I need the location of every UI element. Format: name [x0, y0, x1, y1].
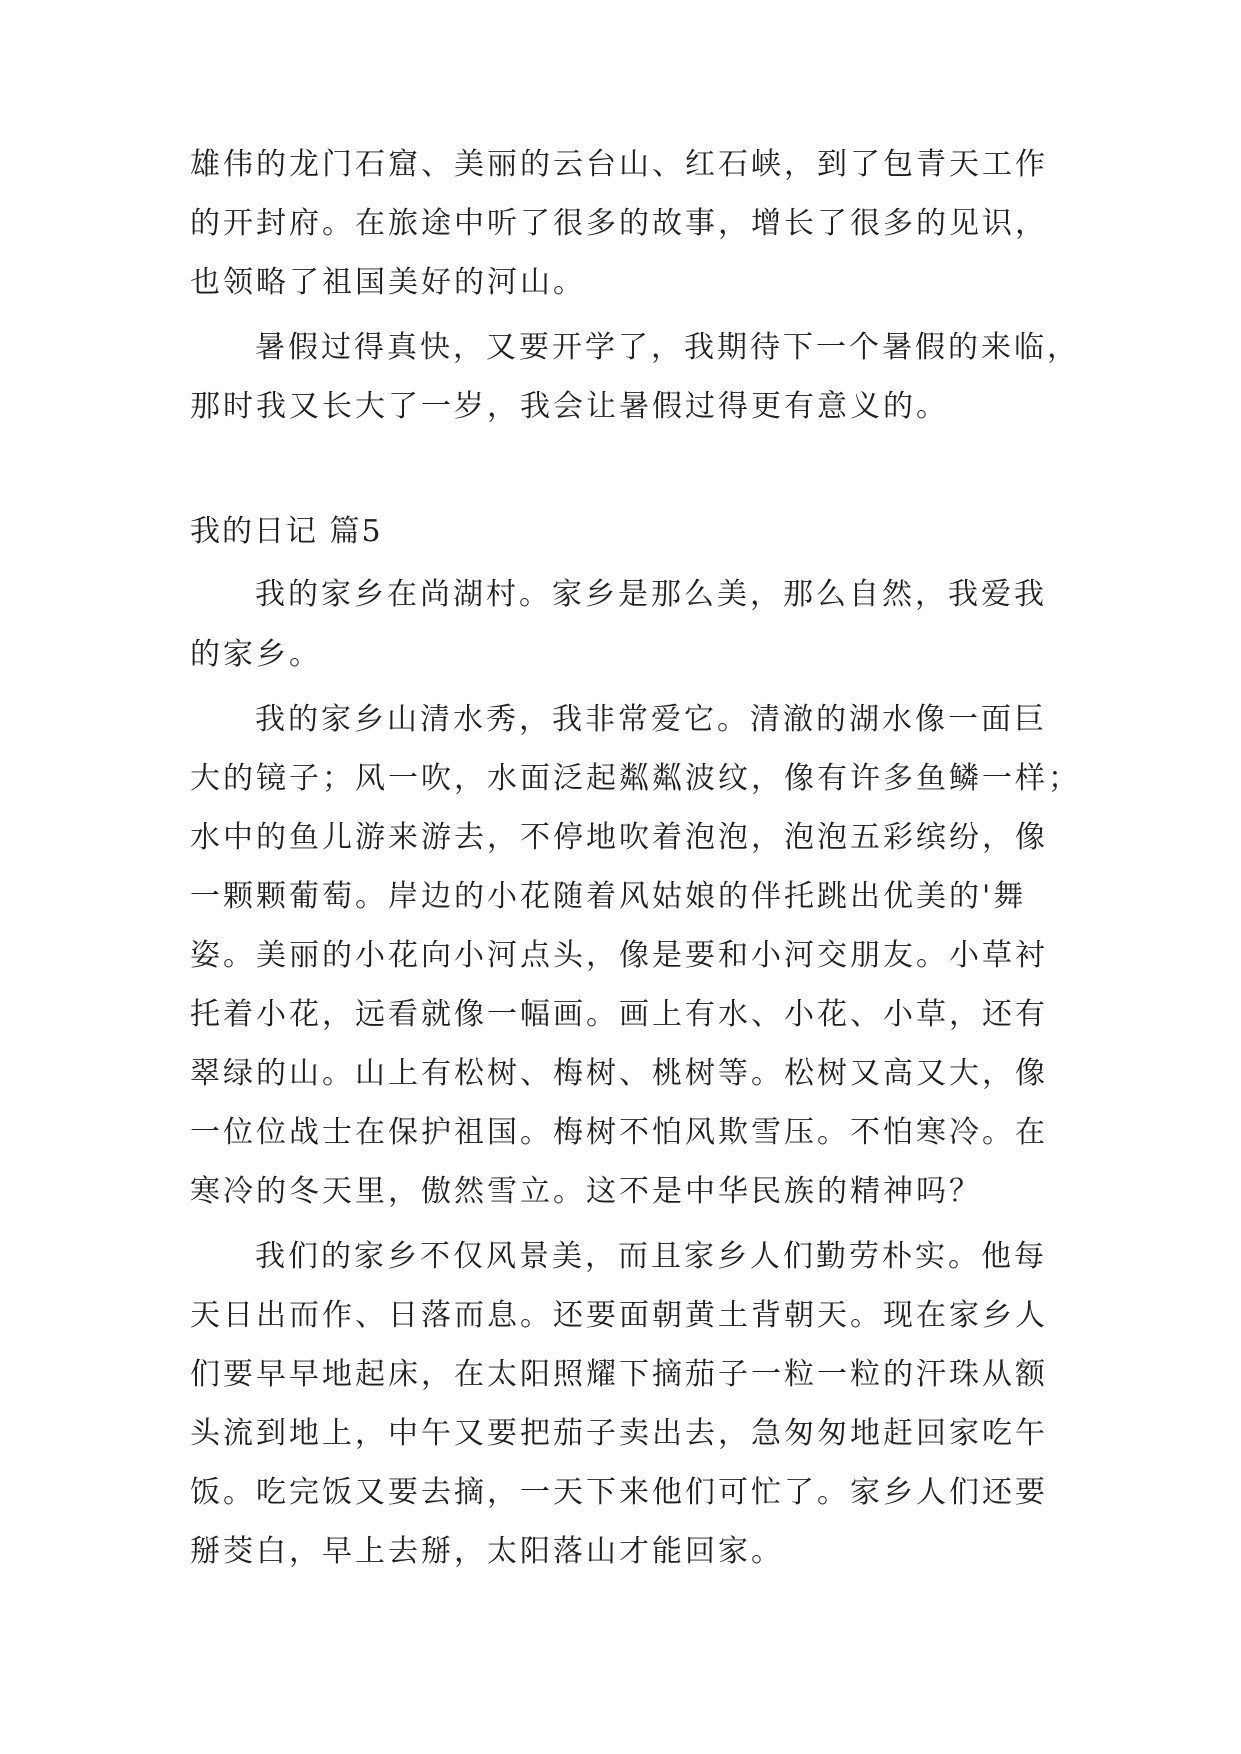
text-line: 一位位战士在保护祖国。梅树不怕风欺雪压。不怕寒冷。在	[190, 1115, 1048, 1150]
text-line: 掰茭白，早上去掰，太阳落山才能回家。	[190, 1534, 784, 1569]
section-title: 我的日记 篇5	[190, 514, 383, 549]
text-line: 我的家乡在尚湖村。家乡是那么美，那么自然，我爱我	[255, 577, 1047, 612]
text-line: 姿。美丽的小花向小河点头，像是要和小河交朋友。小草衬	[190, 938, 1048, 973]
text-line: 们要早早地起床，在太阳照耀下摘茄子一粒一粒的汗珠从额	[190, 1357, 1048, 1392]
text-line: 的开封府。在旅途中听了很多的故事，增长了很多的见识，	[190, 206, 1048, 241]
text-line: 一颗颗葡萄。岸边的小花随着风姑娘的伴托跳出优美的'舞	[190, 879, 1027, 914]
text-line: 的家乡。	[190, 637, 322, 672]
text-line: 寒冷的冬天里，傲然雪立。这不是中华民族的精神吗？	[190, 1174, 982, 1209]
text-line: 饭。吃完饭又要去摘，一天下来他们可忙了。家乡人们还要	[190, 1475, 1048, 1510]
text-line: 翠绿的山。山上有松树、梅树、桃树等。松树又高又大，像	[190, 1056, 1048, 1091]
text-line: 雄伟的龙门石窟、美丽的云台山、红石峡，到了包青天工作	[190, 147, 1048, 182]
text-line: 头流到地上，中午又要把茄子卖出去，急匆匆地赶回家吃午	[190, 1416, 1048, 1451]
text-line: 也领略了祖国美好的河山。	[190, 265, 586, 300]
text-line: 暑假过得真快，又要开学了，我期待下一个暑假的来临，	[255, 330, 1080, 365]
text-line: 我们的家乡不仅风景美，而且家乡人们勤劳朴实。他每	[255, 1239, 1047, 1274]
text-line: 大的镜子；风一吹，水面泛起粼粼波纹，像有许多鱼鳞一样；	[190, 761, 1081, 796]
text-line: 我的家乡山清水秀，我非常爱它。清澈的湖水像一面巨	[255, 702, 1047, 737]
text-line: 水中的鱼儿游来游去，不停地吹着泡泡，泡泡五彩缤纷，像	[190, 820, 1048, 855]
text-line: 那时我又长大了一岁，我会让暑假过得更有意义的。	[190, 389, 949, 424]
text-line: 托着小花，远看就像一幅画。画上有水、小花、小草，还有	[190, 997, 1048, 1032]
text-line: 天日出而作、日落而息。还要面朝黄土背朝天。现在家乡人	[190, 1298, 1048, 1333]
